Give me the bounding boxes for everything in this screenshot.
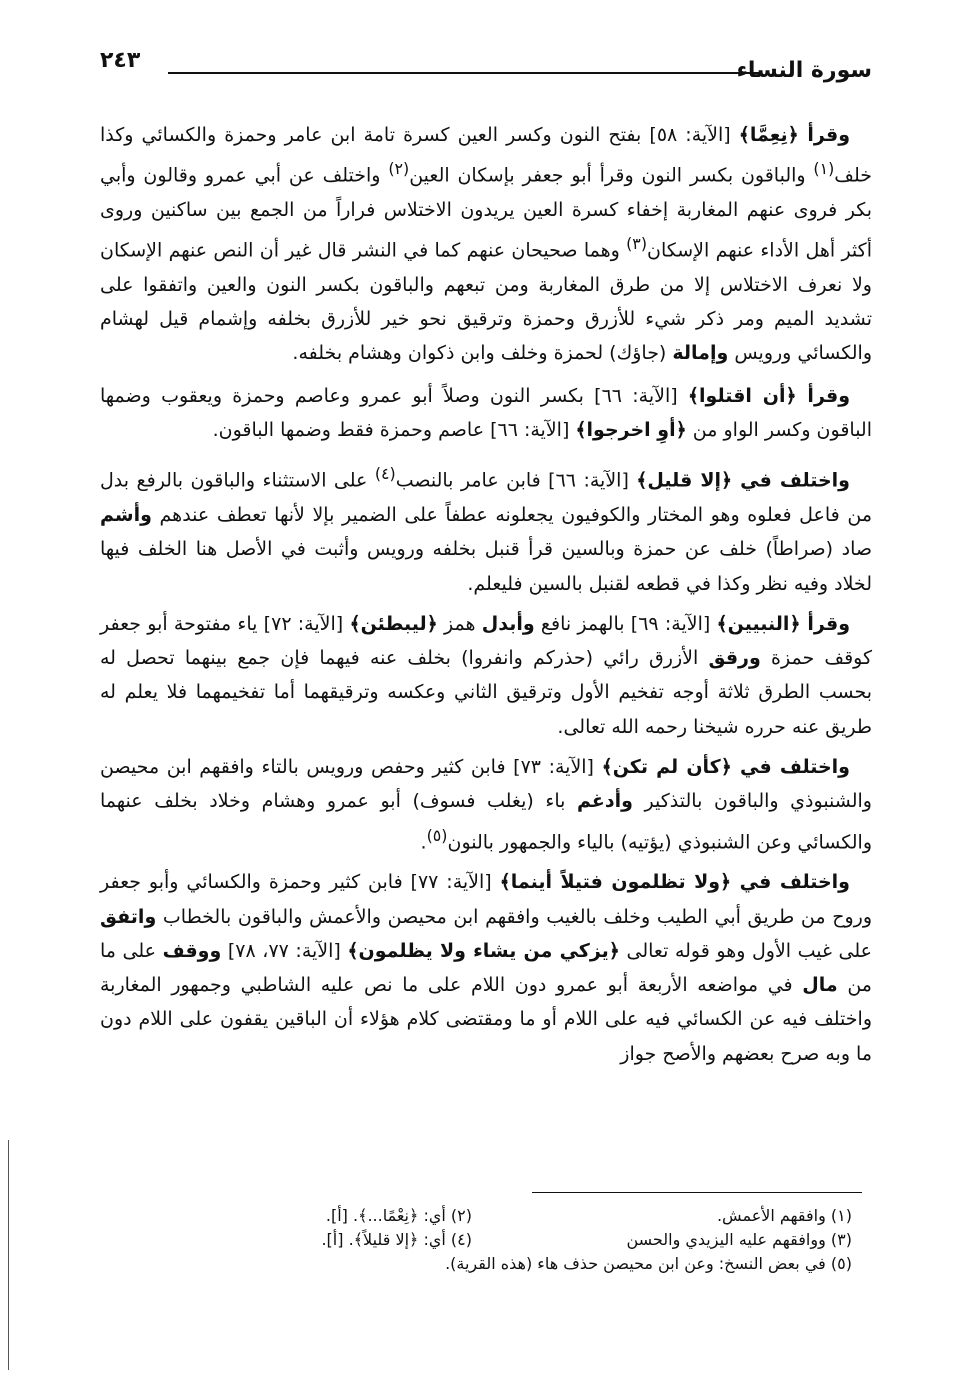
- bold-text: وقرأ: [796, 384, 851, 407]
- text-run: في مواضعه الأربعة أبو عمرو دون اللام على ما نص عليه الشاطبي وجمهور المغاربة واختلف فيه عن الكسائي فيه على اللام أو ما ومقتضى كلام هؤلاء أن الباقين يقفون على اللام دون ما وبه صرح بعضهم والأصح جواز: [100, 974, 872, 1065]
- footnote-ref: (٥): [426, 825, 448, 845]
- footnote-row: [92, 1228, 852, 1252]
- text-run: الأزرق رائي (حذركم وانفروا) بخلف عنه فيهما فإن جمع بينهما تحصل له بحسب الطرق ثلاثة أوجه تفخيم الأول وترقيق الثاني وعكسه وترقيقهما أما تفخيمهما فلا يعلم له طريق عنه حرره شيخنا رحمه الله تعالى.: [100, 647, 872, 738]
- text-run: والباقون بكسر النون وقرأ أبو جعفر بإسكان العين: [409, 164, 814, 187]
- bold-text: ووقف: [162, 939, 222, 962]
- bold-text: واختلف في: [732, 469, 850, 492]
- bold-text: واتفق: [100, 905, 157, 928]
- bold-text: ﴿أن اقتلوا﴾: [687, 384, 797, 407]
- footnote-separator: [532, 1192, 862, 1193]
- scan-edge-line: [8, 1140, 9, 1370]
- text-run: [الآية: ٥٨] بفتح النون وكسر العين كسرة تامة ابن عامر وحمزة والكسائي وكذا خلف: [100, 124, 872, 187]
- page-header: [100, 44, 872, 84]
- text-run: واختلف عن أبي عمرو وقالون وأبي بكر فروى عنهم المغاربة إخفاء كسرة العين يريدون الاختلاس فراراً من الجمع بين ساكنين وروى أكثر أهل الأداء عنهم الإسكان: [100, 164, 872, 262]
- footnote-5: (٥) في بعض النسخ: وعن ابن محيصن حذف هاء (هذه القرية).: [445, 1254, 852, 1273]
- bold-text: ﴿ولا تظلمون فتيلاً أينما﴾: [499, 871, 732, 894]
- paragraph: [100, 750, 872, 859]
- bold-text: مال: [802, 974, 838, 997]
- paragraph: [100, 607, 872, 744]
- text-run: [الآية: ٦٦] عاصم وحمزة فقط وضمها الباقون.: [212, 419, 576, 442]
- bold-text: ورقق: [708, 647, 761, 670]
- text-run: على غيب الأول وهو قوله تعالى: [619, 939, 873, 962]
- main-text: [100, 118, 872, 1077]
- footnote-2: (٢) أي: ﴿نِعْمًا...﴾. [أ].: [325, 1206, 472, 1225]
- text-run: [الآية: ٦٦] بكسر النون وصلاً أبو عمرو وعاصم وحمزة ويعقوب وضمها الباقون وكسر الواو من: [100, 384, 872, 442]
- bold-text: ﴿ليبطئن﴾: [349, 612, 438, 635]
- footnote-3: (٣) ووافقهم عليه اليزيدي والحسن: [626, 1230, 852, 1249]
- text-run: صاد (صراطاً) خلف عن حمزة وبالسين قرأ قنبل بخلفه ورويس وأثبت في الأصل هنا الخلف فيها لخلاد وفيه نظر وكذا في قطعه لقنبل بالسين فليعلم.: [100, 538, 872, 595]
- footnote-ref: (٢): [388, 159, 410, 179]
- paragraph: [100, 865, 872, 1071]
- text-run: [الآية: ٧٧] فابن كثير وحمزة والكسائي وأبو جعفر وروح من طريق أبي الطيب وخلف بالغيب وافقهم ابن محيصن والأعمش والباقون بالخطاب: [100, 871, 872, 928]
- page-number: ٢٤٣: [100, 48, 141, 73]
- bold-text: وأدغم: [577, 790, 633, 813]
- footnote-row: [92, 1204, 852, 1228]
- text-run: .: [420, 830, 427, 853]
- bold-text: وأبدل: [481, 612, 535, 635]
- bold-text: ﴿النبيين﴾: [716, 612, 801, 635]
- footnote-4: (٤) أي: ﴿إلا قليلاً﴾. [أ].: [321, 1230, 472, 1249]
- text-run: باء (يغلب فسوف) أبو عمرو وهشام وخلاد بخلف عنهما والكسائي وعن الشنبوذي (يؤتيه) بالياء والجمهور بالنون: [100, 790, 872, 853]
- paragraph: [100, 118, 872, 371]
- text-run: [الآية: ٦٦] فابن عامر بالنصب: [395, 469, 637, 492]
- surah-title: سورة النساء: [736, 58, 872, 83]
- header-rule: [168, 72, 762, 74]
- text-run: [الآية: ٦٩] بالهمز نافع: [534, 612, 717, 635]
- text-run: [الآية: ٧٢] ياء مفتوحة أبو جعفر كوقف حمزة: [100, 612, 873, 670]
- text-run: وهما صحيحان عنهم كما في النشر قال غير أن النص عنهم الإسكان ولا نعرف الاختلاس إلا من طرق المغاربة ومن تبعهم والباقون بكسر النون والعين واتفقوا على تشديد الميم ومر ذكر شيء للأزرق وحمزة وترقيق نحو خير للأزرق بخلفه وإشمام قيل لهشام والكسائي ورويس: [100, 239, 872, 365]
- text-run: [الآية: ٧٣] فابن كثير وحفص ورويس بالتاء وافقهم ابن محيصن والشنبوذي والباقون بالتذكير: [100, 756, 872, 813]
- footnote-1: (١) وافقهم الأعمش.: [716, 1206, 852, 1225]
- paragraph: [100, 379, 872, 448]
- paragraph: [100, 457, 872, 601]
- bold-text: وإمالة: [672, 342, 729, 365]
- bold-text: وأشم: [100, 503, 152, 526]
- footnotes: [92, 1204, 852, 1276]
- footnote-ref: (٣): [626, 234, 647, 254]
- text-run: (جاؤك) لحمزة وخلف وابن ذكوان وهشام بخلفه.: [292, 342, 673, 365]
- bold-text: وقرأ: [798, 124, 851, 146]
- text-run: [الآية: ٧٧، ٧٨]: [221, 939, 348, 962]
- bold-text: واختلف في: [731, 871, 850, 894]
- bold-text: ﴿أوِ اخرجوا﴾: [575, 419, 687, 442]
- text-run: همز: [437, 612, 482, 635]
- bold-text: واختلف في: [731, 756, 850, 779]
- text-run: على ما من: [100, 939, 872, 997]
- footnote-ref: (١): [813, 159, 835, 179]
- bold-text: وقرأ: [800, 612, 851, 635]
- bold-text: ﴿يزكي من يشاء ولا يظلمون﴾: [347, 939, 620, 962]
- bold-text: ﴿كأن لم تكن﴾: [601, 756, 732, 779]
- text-run: على الاستثناء والباقون بالرفع بدل من فاعل فعلوه وهو المختار والكوفيون يجعلونه عطفاً على الضمير بإلا لأنها تعطف عندهم: [100, 469, 872, 526]
- bold-text: ﴿إلا قليل﴾: [636, 469, 733, 492]
- footnote-row: [92, 1252, 852, 1276]
- bold-text: ﴿نِعِمَّا﴾: [738, 124, 799, 146]
- footnote-ref: (٤): [374, 464, 396, 484]
